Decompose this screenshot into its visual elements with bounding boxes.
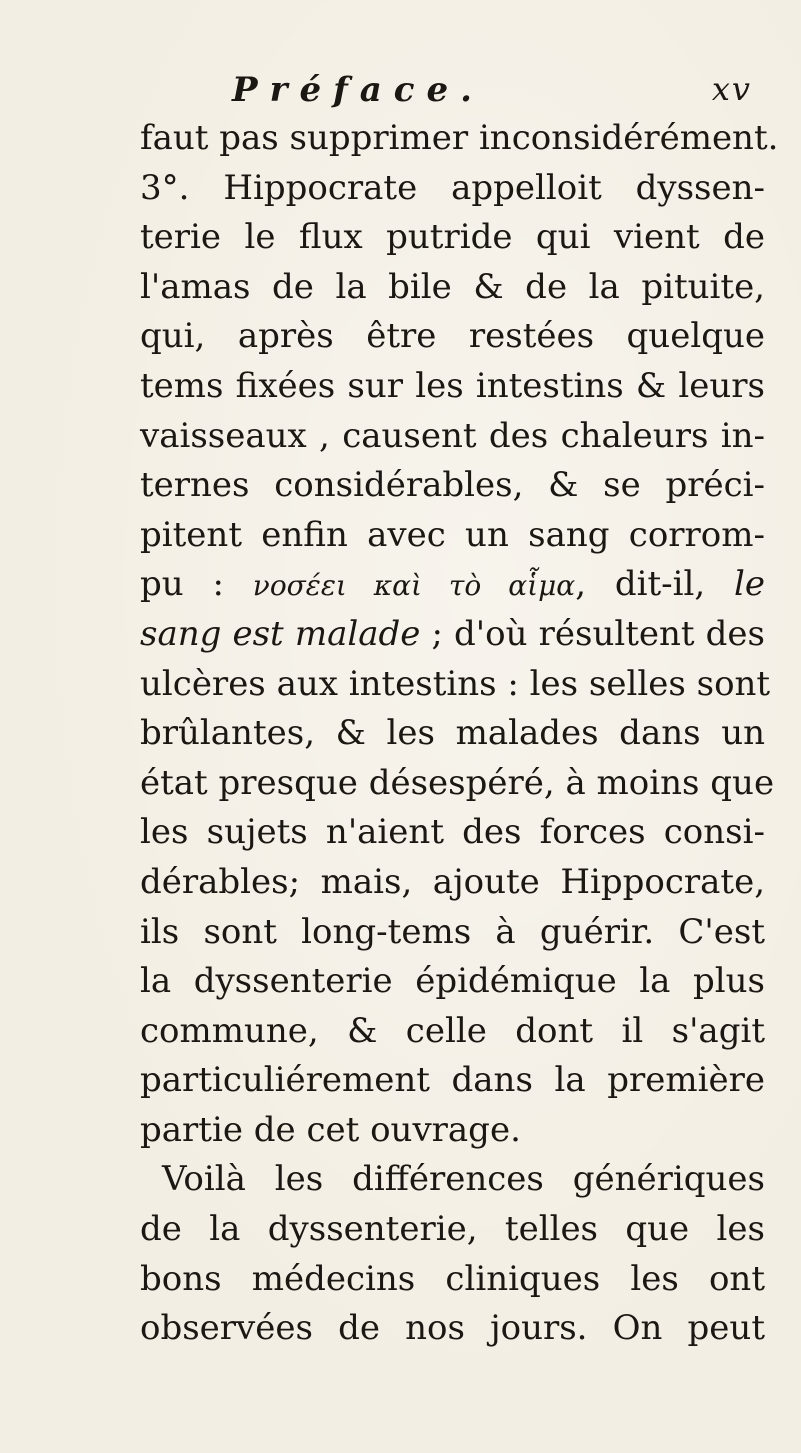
text-line: terie le flux putride qui vient de (140, 217, 765, 258)
text-line: faut pas supprimer inconsidérément. (140, 118, 779, 158)
text-line: Voilà les différences génériques (162, 1159, 765, 1200)
text-line: commune, & celle dont il s'agit (140, 1010, 765, 1051)
body-text (140, 114, 779, 1354)
text-line: ternes considérables, & se préci- (140, 465, 765, 506)
text-line: tems fixées sur les intestins & leurs (140, 365, 765, 406)
page-number: xv (711, 70, 752, 108)
text-line: partie de cet ouvrage. (140, 1109, 521, 1150)
text-line: ils sont long-tems à guérir. C'est (140, 911, 765, 952)
text-line: état presque désespéré, à moins que (140, 762, 775, 803)
text-line: qui, après être restées quelque (140, 316, 765, 357)
text-line: ulcères aux intestins : les selles sont (140, 663, 771, 704)
text-line: observées de nos jours. On peut (140, 1308, 765, 1349)
text-line: brûlantes, & les malades dans un (140, 713, 765, 754)
greek-quotation: νοσέει καὶ τὸ αἷμα (252, 569, 576, 603)
text-line: la dyssenterie épidémique la plus (140, 961, 765, 1002)
text-line: l'amas de la bile & de la pituite, (140, 266, 765, 307)
page-header (232, 70, 752, 114)
text-line: 3°. Hippocrate appelloit dyssen- (140, 167, 765, 208)
text-line: dérables; mais, ajoute Hippocrate, (140, 861, 765, 902)
text-line: pitent enfin avec un sang corrom- (140, 514, 765, 555)
running-title: Préface. (232, 70, 484, 110)
italic-translation: sang est malade (140, 613, 421, 654)
text-line: de la dyssenterie, telles que les (140, 1209, 765, 1250)
text-line: bons médecins cliniques les ont (140, 1258, 765, 1299)
text-line: particuliérement dans la première (140, 1060, 765, 1101)
text-line: pu : νοσέει καὶ τὸ αἷμα, dit-il, le (140, 564, 766, 605)
text-line: vaisseaux , causent des chaleurs in- (140, 415, 765, 456)
text-line: les sujets n'aient des forces consi- (140, 812, 765, 853)
text-line: sang est malade ; d'où résultent des (140, 613, 765, 654)
